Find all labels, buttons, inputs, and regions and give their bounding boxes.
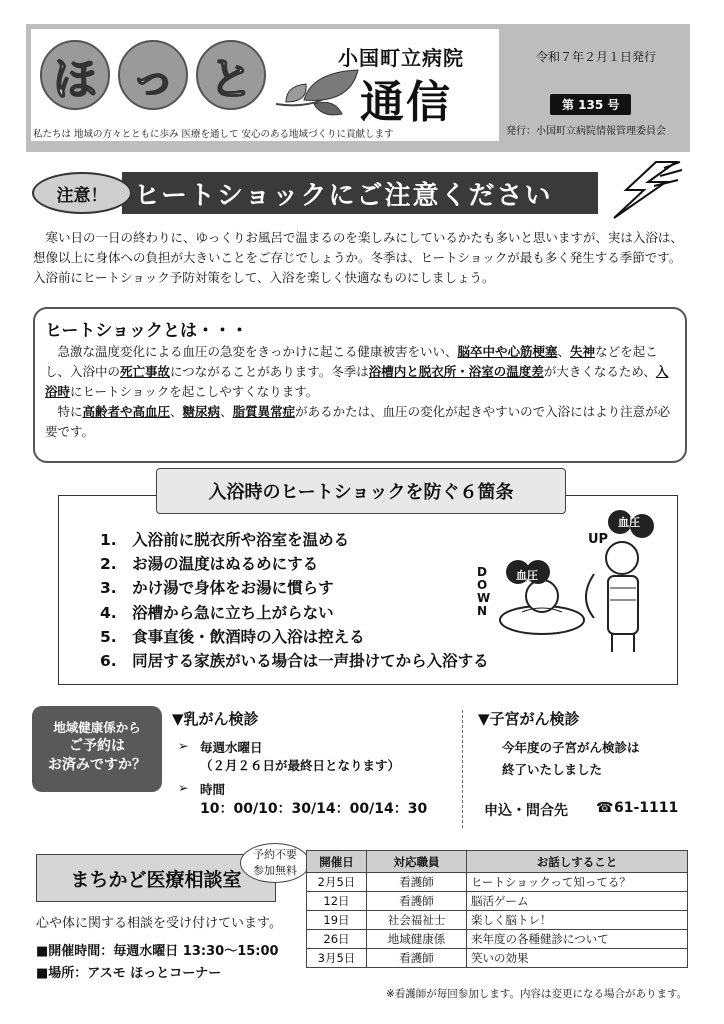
cell-staff: 地域健康係 <box>367 930 467 949</box>
breast-day: 毎週水曜日 <box>200 740 263 755</box>
breast-screening-title: ▼乳がん検診 <box>172 710 259 728</box>
text: 急激な温度変化による血圧の急変をきっかけに起こる健康被害をいい、 <box>57 344 458 359</box>
reserve-line: 地域健康係から <box>53 720 141 735</box>
down-label: DOWN <box>477 565 491 618</box>
footnote: ※看護師が毎回参加します。内容は変更になる場合があります。 <box>386 988 688 1000</box>
cell-date: 12日 <box>307 892 367 911</box>
consultation-place: ■場所：アスモ ほっとコーナー <box>36 966 222 981</box>
text: 、 <box>170 404 183 419</box>
emphasis: 脳卒中や心筋梗塞 <box>457 344 558 359</box>
table-row <box>307 949 688 968</box>
bathing-illustration <box>470 508 670 658</box>
leaf-icon <box>272 64 364 118</box>
tagline: 私たちは 地域の方々とともに歩み 医療を通して 安心のある地域づくりに貢献します <box>33 129 394 140</box>
tip-item: 6. 同居する家族がいる場合は一声掛けてから入浴する <box>100 652 489 671</box>
cell-staff: 看護師 <box>367 892 467 911</box>
emphasis: 糖尿病 <box>182 404 221 419</box>
contact-label: 申込・問合先 <box>484 803 568 819</box>
emphasis: 入浴時 <box>45 364 669 399</box>
text: が大きくなるため、 <box>543 364 656 379</box>
cell-topic: 脳活ゲーム <box>467 892 688 911</box>
table-row <box>307 892 688 911</box>
consultation-time: ■開催時間：毎週水曜日 13:30～15:00 <box>36 944 279 959</box>
tip-item: 3. かけ湯で身体をお湯に慣らす <box>100 579 334 598</box>
cell-topic: 笑いの効果 <box>467 949 688 968</box>
text: につながることがあります。冬季は <box>170 364 369 379</box>
table-row <box>307 911 688 930</box>
breast-time-label: 時間 <box>200 782 226 797</box>
cell-topic: 楽しく脳トレ！ <box>467 911 688 930</box>
bullet-arrow-icon: ➢ <box>178 780 189 795</box>
tip-item: 2. お湯の温度はぬるめにする <box>100 555 319 574</box>
newsletter-title: 通信 <box>360 77 452 128</box>
uterus-line-1: 今年度の子宮がん検診は <box>502 740 640 755</box>
logo-char-2: っ <box>118 40 188 110</box>
contact-tel: 61-1111 <box>614 800 679 816</box>
uterus-screening-title: ▼子宮がん検診 <box>478 710 580 728</box>
tip-item: 5. 食事直後・飲酒時の入浴は控える <box>100 627 365 646</box>
issue-date: 令和７年２月１日発行 <box>536 50 657 64</box>
reservation-reminder <box>32 706 162 792</box>
text: にヒートショックを起こしやすくなります。 <box>70 384 319 399</box>
text: 特に <box>57 404 83 419</box>
header-date: 開催日 <box>307 851 367 873</box>
definition-paragraph-2 <box>45 402 675 442</box>
cell-staff: 看護師 <box>367 873 467 892</box>
cell-date: 26日 <box>307 930 367 949</box>
tip-item: 1. 入浴前に脱衣所や浴室を温める <box>100 531 350 549</box>
text: 、 <box>557 344 571 359</box>
emphasis: 死亡事故 <box>120 364 171 379</box>
definition-paragraph-1 <box>45 342 675 402</box>
publisher: 発行：小国町立病院情報管理委員会 <box>506 126 666 137</box>
caution-badge: 注意！ <box>32 172 132 214</box>
emphasis: 失神 <box>570 344 596 359</box>
reserve-line: お済みですか？ <box>48 757 146 773</box>
bp-label-up: 血圧 <box>618 516 640 529</box>
table-row <box>307 930 688 949</box>
schedule-table <box>306 850 688 968</box>
text: があるかたは、血圧の変化が起きやすいので入浴にはより注意が必要です。 <box>45 404 671 439</box>
free-line: 予約不要 <box>253 848 297 861</box>
breast-note: （２月２６日が最終日となります） <box>200 758 401 773</box>
definition-title: ヒートショックとは・・・ <box>45 321 248 341</box>
cell-topic: 来年度の各種健診について <box>467 930 688 949</box>
section-divider <box>462 710 463 828</box>
bullet-arrow-icon: ➢ <box>178 738 189 753</box>
text: 、 <box>220 404 233 419</box>
emphasis: 浴槽内と脱衣所・浴室の温度差 <box>368 364 544 379</box>
breast-times: 10：00/10：30/14：00/14：30 <box>200 801 428 817</box>
logo-char-1: ほ <box>40 40 110 110</box>
uterus-line-2: 終了いたしました <box>502 762 603 777</box>
lightning-icon <box>606 160 686 220</box>
bp-label-down: 血圧 <box>516 569 538 582</box>
hospital-name: 小国町立病院 <box>338 46 464 70</box>
table-header-row <box>307 851 688 873</box>
emphasis: 脂質異常症 <box>232 404 296 419</box>
main-title-banner <box>122 172 598 214</box>
phone-icon: ☎ <box>596 800 614 816</box>
cell-topic: ヒートショックって知ってる？ <box>467 873 688 892</box>
header-topic: お話しすること <box>467 851 688 873</box>
text: などを起こし、入浴中の <box>45 344 658 379</box>
consultation-title: まちかど医療相談室 <box>36 854 276 902</box>
cell-staff: 社会福祉士 <box>367 911 467 930</box>
cell-date: 3月5日 <box>307 949 367 968</box>
table-row <box>307 873 688 892</box>
up-label: UP <box>588 532 609 547</box>
tips-title: 入浴時のヒートショックを防ぐ６箇条 <box>156 468 566 514</box>
free-line: 参加無料 <box>253 864 297 877</box>
cell-staff: 看護師 <box>367 949 467 968</box>
intro-paragraph: 寒い日の一日の終わりに、ゆっくりお風呂で温まるのを楽しみにしているかたも多いと思いますが、実は入浴は、想像以上に身体への負担が大きいことをご存じでしょうか。冬季は、ヒートショックが最も多く発生する季節です。入浴前にヒートショック予防対策をして、入浴を楽しく快適なものにしましょう。 <box>33 230 683 285</box>
tips-list <box>100 528 489 673</box>
reserve-line: ご予約は <box>69 738 125 754</box>
cell-date: 19日 <box>307 911 367 930</box>
free-badge <box>240 843 310 883</box>
definition-body <box>45 342 675 442</box>
consultation-desc: 心や体に関する相談を受け付けています。 <box>36 916 282 931</box>
cell-date: 2月5日 <box>307 873 367 892</box>
main-title: ヒートショックにご注意ください <box>134 180 553 211</box>
header-staff: 対応職員 <box>367 851 467 873</box>
tip-item: 4. 浴槽から急に立ち上がらない <box>100 603 334 622</box>
emphasis: 高齢者や高血圧 <box>82 404 171 419</box>
issue-number: 第 135 号 <box>550 94 631 115</box>
logo-char-3: と <box>196 40 266 110</box>
